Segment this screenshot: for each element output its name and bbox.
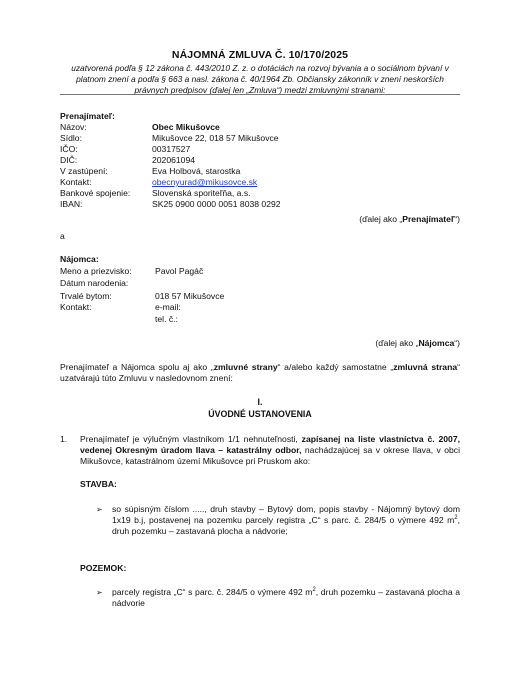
landlord-alias-prefix: (ďalej ako „ — [359, 214, 403, 224]
tenant-heading: Nájomca: — [60, 254, 99, 264]
landlord-contact-label: Kontakt: — [60, 177, 92, 187]
landlord-seat-label: Sídlo: — [60, 133, 82, 143]
pozemok-text — [112, 587, 460, 609]
stavba-heading: STAVBA: — [80, 479, 117, 489]
landlord-iban-label: IBAN: — [60, 199, 83, 209]
landlord-bank-value: Slovenská sporiteľňa, a.s. — [152, 188, 251, 198]
pozemok-text-2: , druh pozemku – zastavaná plocha a nádvorie — [112, 587, 460, 608]
stavba-text-1: so súpisným číslom ....., druh stavby – Bytový dom, popis stavby - Nájomný bytový dom 1x19 b.j, postavenej na pozemku parcely registra „C“ s parc. č. 284/5 o výmere 492 m — [112, 504, 460, 525]
landlord-representative-value: Eva Holbová, starostka — [152, 166, 241, 176]
landlord-alias-suffix: “) — [454, 214, 460, 224]
contract-title: NÁJOMNÁ ZMLUVA Č. 10/170/2025 — [171, 49, 349, 61]
landlord-ico-label: IČO: — [60, 144, 78, 154]
tenant-address-label: Trvalé bytom: — [60, 291, 112, 301]
conjunction-text: a — [60, 231, 65, 241]
header-divider — [60, 94, 460, 95]
landlord-representative-label: V zastúpení: — [60, 166, 108, 176]
contract-intro: uzatvorená podľa § 12 zákona č. 443/2010 Z. z. o dotáciách na rozvoj bývania a o sociálnom bývaní v platnom znení a podľa § 663 a nasl. zákona č. 40/1964 Zb. Občiansky zákonník v znení neskorších právnych predpisov (ďalej len „Zmluva“) medzi zmluvnými stranami: — [71, 63, 449, 95]
tenant-name-label: Meno a priezvisko: — [60, 266, 132, 276]
arrow-bullet-icon: ➢ — [96, 505, 103, 514]
landlord-dic-label: DIČ: — [60, 155, 78, 165]
pozemok-unit-sup: 2 — [312, 587, 316, 594]
section-number: I. — [257, 397, 263, 407]
landlord-seat-value: Mikušovce 22, 018 57 Mikušovce — [152, 133, 279, 143]
tenant-alias-prefix: (ďalej ako „ — [375, 338, 419, 348]
tenant-alias-term: Nájomca — [418, 338, 455, 348]
clause-text-1: Prenajímateľ je výlučným vlastníkom 1/1 nehnuteľnosti, — [80, 434, 302, 444]
stavba-text-2: , druh pozemku – zastavaná plocha a nádvorie; — [112, 515, 460, 536]
tenant-birthdate-label: Dátum narodenia: — [60, 278, 129, 288]
stavba-text — [112, 504, 460, 537]
parties-term-2: zmluvná strana — [393, 362, 458, 372]
tenant-email-value: e-mail: — [155, 302, 181, 312]
tenant-name-value: Pavol Pagáč — [155, 266, 204, 276]
arrow-bullet-icon: ➢ — [96, 588, 103, 597]
clause-text-2: nachádzajúcej sa v okrese Ilava, v obci Mikušovce, katastrálnom území Mikušovce pri Pruskom ako: — [80, 445, 460, 466]
clause-registry: zapísanej na liste vlastníctva č. 2007, vedenej Okresným úradom Ilava – katastrálny odbor, — [80, 434, 461, 455]
landlord-heading: Prenajímateľ: — [60, 111, 115, 121]
landlord-name-label: Názov: — [60, 122, 87, 132]
section-title: ÚVODNÉ USTANOVENIA — [208, 409, 312, 419]
tenant-phone-value: tel. č.: — [155, 314, 178, 324]
landlord-email-link[interactable]: obecnyurad@mikusovce.sk — [152, 177, 258, 187]
parties-text-3: “ uzatvárajú túto Zmluvu v nasledovnom znení: — [60, 362, 460, 383]
parties-term-1: zmluvné strany — [213, 362, 278, 372]
tenant-address-value: 018 57 Mikušovce — [155, 291, 225, 301]
landlord-name-value: Obec Mikušovce — [152, 122, 220, 132]
tenant-alias — [375, 338, 460, 349]
landlord-iban-value: SK25 0900 0000 0051 8038 0292 — [152, 199, 281, 209]
pozemok-text-1: parcely registra „C“ s parc. č. 284/5 o výmere 492 m — [112, 587, 313, 597]
landlord-ico-value: 00317527 — [152, 144, 191, 154]
parties-text-2: “ a/alebo každý samostatne „ — [277, 362, 394, 372]
stavba-unit-sup: 2 — [454, 515, 458, 522]
tenant-contact-label: Kontakt: — [60, 302, 92, 312]
tenant-alias-suffix: “) — [454, 338, 460, 348]
clause-number: 1. — [60, 434, 68, 444]
pozemok-heading: POZEMOK: — [80, 563, 127, 573]
landlord-alias — [359, 214, 460, 225]
landlord-dic-value: 202061094 — [152, 155, 196, 165]
parties-paragraph — [60, 362, 460, 384]
parties-text-1: Prenajímateľ a Nájomca spolu aj ako „ — [60, 362, 214, 372]
landlord-alias-term: Prenajímateľ — [402, 214, 455, 224]
clause-text — [80, 434, 460, 467]
landlord-bank-label: Bankové spojenie: — [60, 188, 131, 198]
